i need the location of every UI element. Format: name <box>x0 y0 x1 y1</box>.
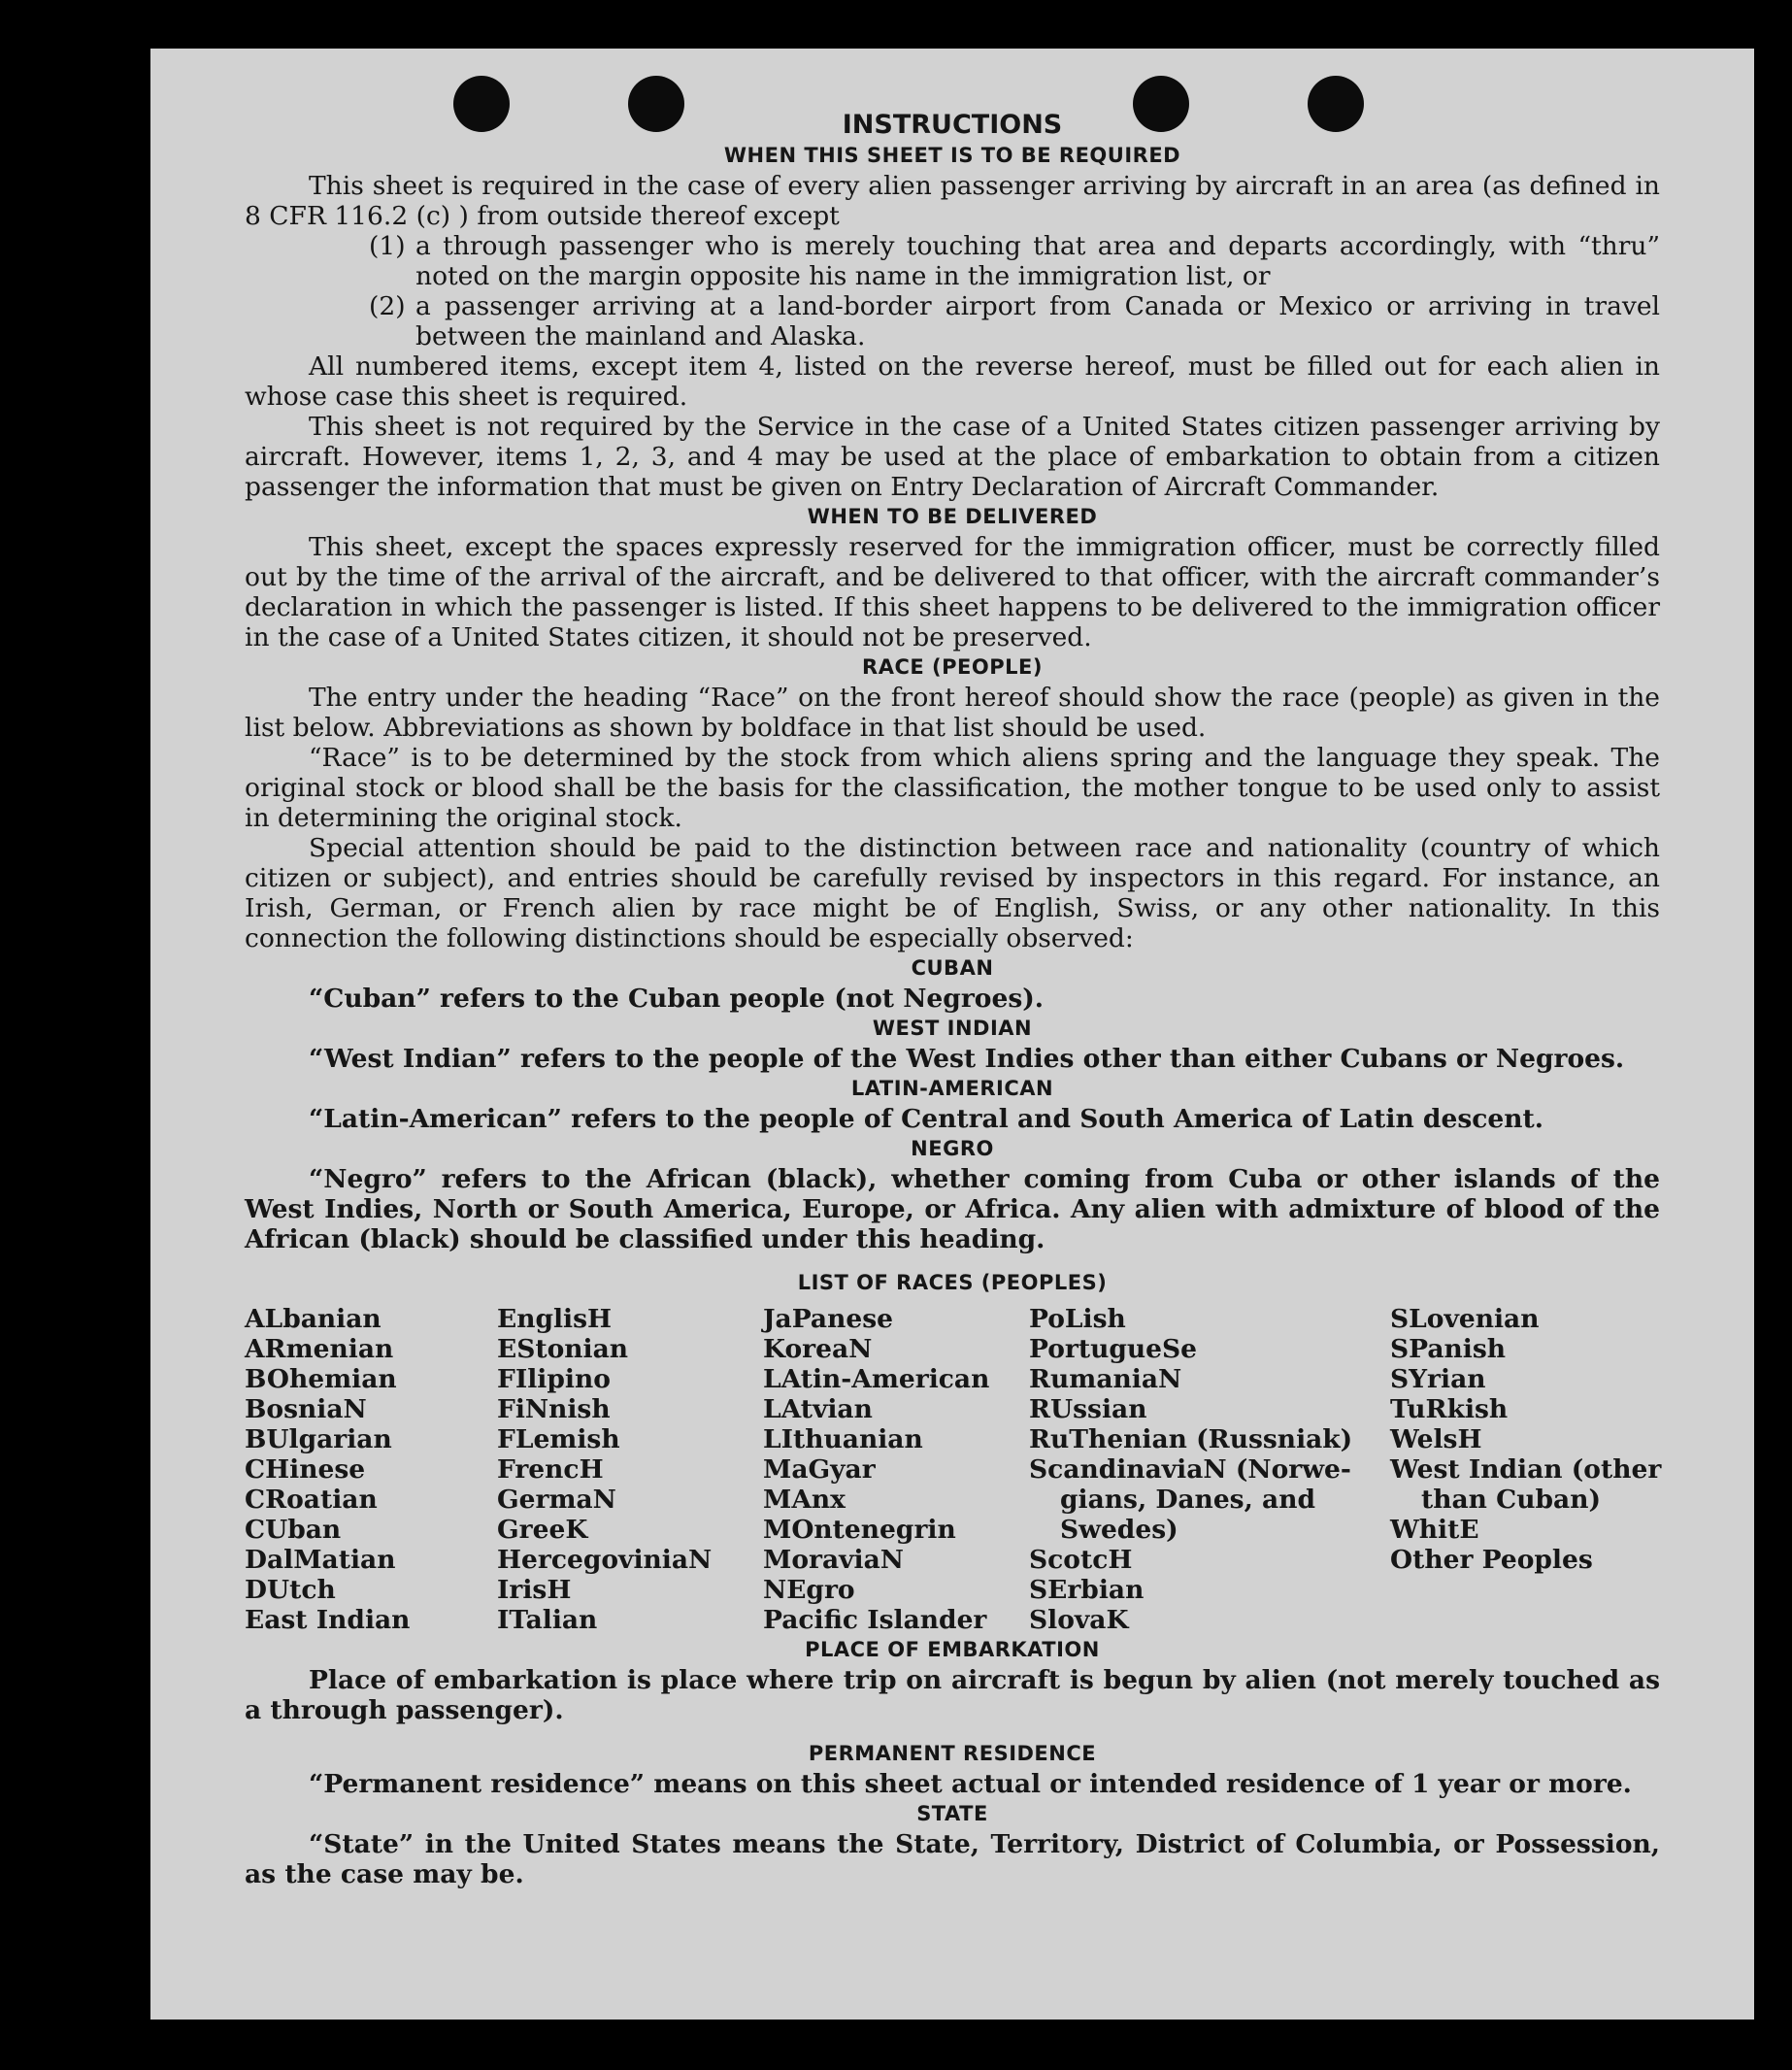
race-entry: than Cuban) <box>1421 1485 1602 1515</box>
race-entry: HercegoviniaN <box>497 1545 713 1575</box>
race-entry: WhitE <box>1390 1515 1479 1545</box>
race-entry: BosniaN <box>245 1394 367 1424</box>
race-entry: JaPanese <box>763 1304 894 1334</box>
race-entry: TuRkish <box>1390 1394 1509 1424</box>
race-entry: East Indian <box>245 1605 411 1635</box>
citizen-paragraph: This sheet is not required by the Service in the case of a United States citizen passenger arriving by aircraft. However, items 1, 2, 3, and 4 may be used at the place of embarkation to obtain from a citizen passenger the information that must be given on Entry Declaration of Aircraft Commander. <box>245 412 1660 502</box>
race-entry: Swedes) <box>1060 1515 1178 1545</box>
race-paragraph-1: The entry under the heading “Race” on the front hereof should show the race (people) as given in the list below. Abbreviations as shown by boldface in that list should be used. <box>245 683 1660 743</box>
race-paragraph-3: Special attention should be paid to the distinction between race and nationality (country of which citizen or subject), and entries should be carefully revised by inspectors in this regard. For instance, an Irish, German, or French alien by race might be of English, Swiss, or any other nationality. In this connection the following distinctions should be especially observed: <box>245 833 1660 953</box>
section-heading-west-indian: WEST INDIAN <box>872 1017 1033 1040</box>
races-table <box>245 1304 1660 1635</box>
race-entry: IrisH <box>497 1575 572 1605</box>
race-entry: SYrian <box>1390 1364 1486 1394</box>
race-entry: DalMatian <box>245 1545 396 1575</box>
required-intro: This sheet is required in the case of every alien passenger arriving by aircraft in an area (as defined in 8 CFR 116.2 (c) ) from outside thereof except <box>245 171 1660 231</box>
exception-text: a passenger arriving at a land-border airport from Canada or Mexico or arriving in travel between the mainland and Alaska. <box>415 291 1660 351</box>
race-entry: FrencH <box>497 1454 604 1485</box>
race-entry: RUssian <box>1029 1394 1147 1424</box>
permanent-residence-definition: “Permanent residence” means on this sheet actual or intended residence of 1 year or more. <box>309 1769 1632 1799</box>
race-entry: BUlgarian <box>245 1424 392 1454</box>
race-entry: DUtch <box>245 1575 336 1605</box>
race-entry: MAnx <box>763 1485 846 1515</box>
section-heading-latin-american: LATIN-AMERICAN <box>850 1077 1054 1100</box>
races-column <box>1029 1304 1390 1635</box>
race-entry: SlovaK <box>1029 1605 1129 1635</box>
race-entry: ScandinaviaN (Norwe- <box>1029 1454 1351 1485</box>
race-entry: LIthuanian <box>763 1424 923 1454</box>
race-entry: GreeK <box>497 1515 588 1545</box>
exception-text: a through passenger who is merely touching that area and departs accordingly, with “thru” noted on the margin opposite his name in the immigration list, or <box>415 231 1660 291</box>
race-entry: West Indian (other <box>1390 1454 1662 1485</box>
races-column <box>245 1304 497 1635</box>
race-entry: Other Peoples <box>1390 1545 1593 1575</box>
race-entry: EnglisH <box>497 1304 613 1334</box>
section-heading-permanent-residence: PERMANENT RESIDENCE <box>808 1742 1097 1765</box>
section-heading-race: RACE (PEOPLE) <box>862 655 1043 679</box>
exception-item <box>369 231 1660 291</box>
race-entry: gians, Danes, and <box>1060 1485 1316 1515</box>
race-entry: NEgro <box>763 1575 855 1605</box>
race-entry: KoreaN <box>763 1334 873 1364</box>
race-entry: MoraviaN <box>763 1545 904 1575</box>
race-entry: MaGyar <box>763 1454 876 1485</box>
section-heading-list-of-races: LIST OF RACES (PEOPLES) <box>797 1271 1108 1294</box>
race-entry: FIlipino <box>497 1364 611 1394</box>
race-entry: MOntenegrin <box>763 1515 956 1545</box>
page-title: INSTRUCTIONS <box>842 110 1063 140</box>
race-entry: ARmenian <box>245 1334 394 1364</box>
race-entry: BOhemian <box>245 1364 397 1394</box>
race-entry: CRoatian <box>245 1485 378 1515</box>
section-heading-state: STATE <box>916 1802 988 1825</box>
race-entry: CHinese <box>245 1454 366 1485</box>
negro-definition: “Negro” refers to the African (black), whether coming from Cuba or other islands of the West Indies, North or South America, Europe, or Africa. Any alien with admixture of blood of the African (black) should be classified under this heading. <box>245 1164 1660 1254</box>
race-entry: EStonian <box>497 1334 629 1364</box>
race-entry: WelsH <box>1390 1424 1482 1454</box>
exception-number: (1) <box>369 231 406 261</box>
state-definition: “State” in the United States means the State, Territory, District of Columbia, or Possession, as the case may be. <box>245 1829 1660 1889</box>
section-heading-required: WHEN THIS SHEET IS TO BE REQUIRED <box>723 144 1181 167</box>
section-heading-embarkation: PLACE OF EMBARKATION <box>805 1638 1100 1661</box>
embarkation-definition: Place of embarkation is place where trip on aircraft is begun by alien (not merely touched as a through passenger). <box>245 1665 1660 1725</box>
race-entry: PoLish <box>1029 1304 1126 1334</box>
race-entry: FiNnish <box>497 1394 611 1424</box>
race-entry: RumaniaN <box>1029 1364 1182 1394</box>
race-entry: SLovenian <box>1390 1304 1540 1334</box>
race-entry: CUban <box>245 1515 342 1545</box>
race-entry: LAtvian <box>763 1394 873 1424</box>
section-heading-delivered: WHEN TO BE DELIVERED <box>807 505 1098 528</box>
race-entry: RuThenian (Russniak) <box>1029 1424 1353 1454</box>
race-entry: ALbanian <box>245 1304 382 1334</box>
race-entry: ITalian <box>497 1605 598 1635</box>
races-column <box>763 1304 1029 1635</box>
instructions-text <box>245 109 1660 1889</box>
west-indian-definition: “West Indian” refers to the people of the West Indies other than either Cubans or Negroes. <box>309 1044 1625 1074</box>
race-entry: LAtin-American <box>763 1364 990 1394</box>
race-entry: PortugueSe <box>1029 1334 1198 1364</box>
numbered-items-paragraph: All numbered items, except item 4, listed on the reverse hereof, must be filled out for each alien in whose case this sheet is required. <box>245 351 1660 412</box>
section-heading-cuban: CUBAN <box>911 956 994 980</box>
races-column <box>497 1304 763 1635</box>
document-page <box>150 49 1754 2020</box>
cuban-definition: “Cuban” refers to the Cuban people (not Negroes). <box>309 984 1044 1014</box>
race-entry: SPanish <box>1390 1334 1507 1364</box>
race-entry: ScotcH <box>1029 1545 1133 1575</box>
section-heading-negro: NEGRO <box>911 1137 994 1160</box>
race-entry: SErbian <box>1029 1575 1145 1605</box>
races-column <box>1390 1304 1662 1635</box>
race-entry: GermaN <box>497 1485 616 1515</box>
delivered-paragraph: This sheet, except the spaces expressly reserved for the immigration officer, must be correctly filled out by the time of the arrival of the aircraft, and be delivered to that officer, with the aircraft commander’s declaration in which the passenger is listed. If this sheet happens to be delivered to the immigration officer in the case of a United States citizen, it should not be preserved. <box>245 532 1660 652</box>
race-entry: Pacific Islander <box>763 1605 987 1635</box>
exception-item <box>369 291 1660 351</box>
race-entry: FLemish <box>497 1424 620 1454</box>
race-paragraph-2: “Race” is to be determined by the stock from which aliens spring and the language they speak. The original stock or blood shall be the basis for the classification, the mother tongue to be used only to assist in determining the original stock. <box>245 743 1660 833</box>
latin-american-definition: “Latin-American” refers to the people of Central and South America of Latin descent. <box>309 1104 1543 1134</box>
exception-number: (2) <box>369 291 406 321</box>
